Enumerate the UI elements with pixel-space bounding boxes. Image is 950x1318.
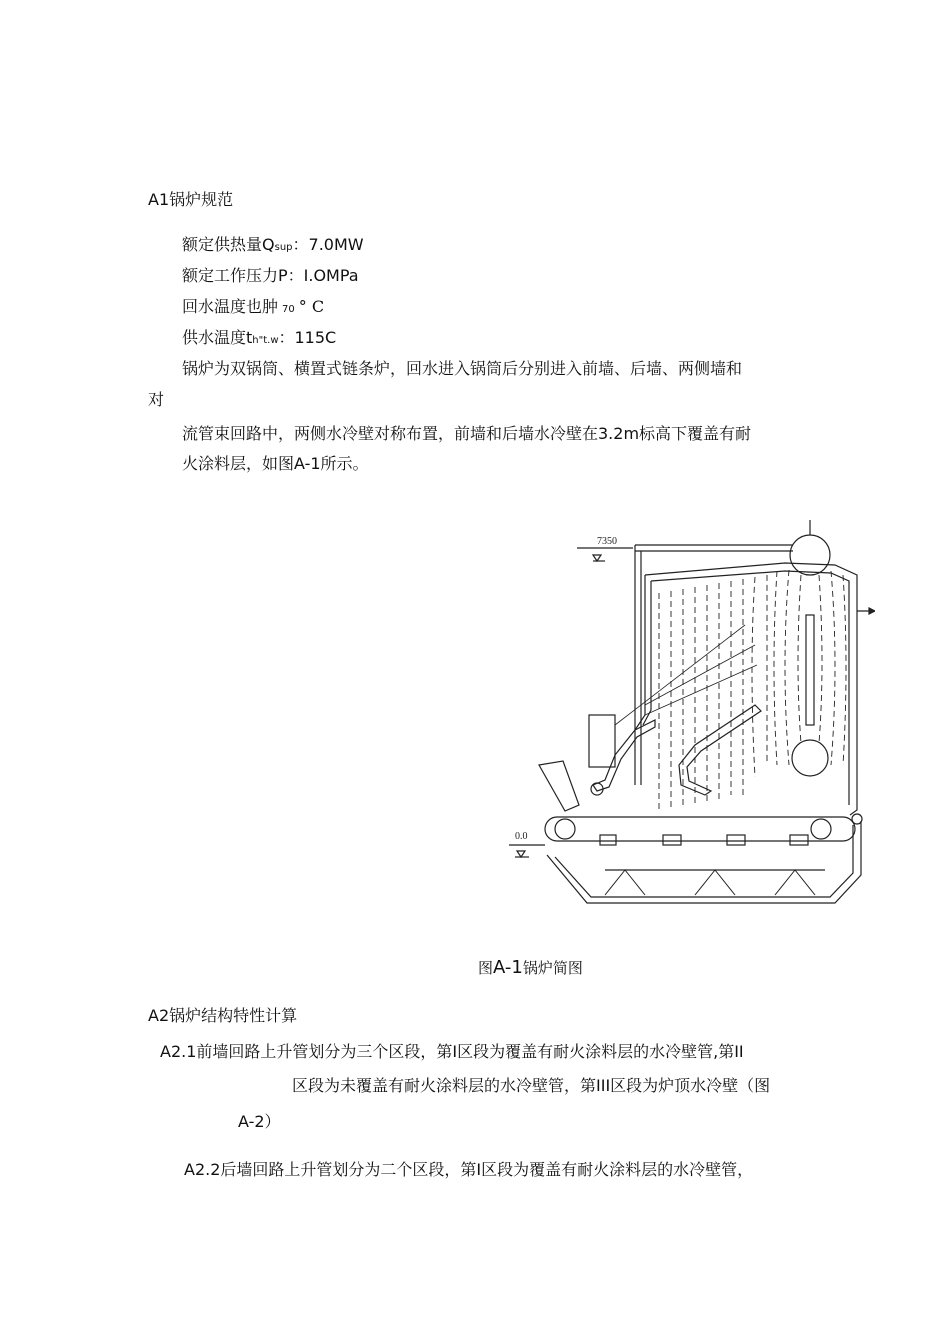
figure-caption-prefix: 图 [478, 959, 494, 977]
spec-supply-temp [182, 328, 336, 351]
lower-drum [792, 740, 828, 776]
spec-supply-temp-label: 供水温度t [182, 328, 253, 347]
section-a2-heading: A2锅炉结构特性计算 [148, 1006, 298, 1025]
spec-return-temp-small: 70 [282, 304, 295, 315]
spec-supply-temp-value: ：115C [278, 328, 337, 347]
paragraph-line-4: 火涂料层，如图A-1所示。 [182, 454, 369, 473]
spec-supply-temp-sub: h"t.w [252, 335, 279, 346]
front-arch [593, 720, 655, 791]
figure-caption [478, 958, 583, 978]
spec-rated-heat-label: 额定供热量Q [182, 235, 275, 254]
figure-caption-text: 锅炉简图 [522, 959, 583, 977]
downcomer [806, 615, 814, 725]
rear-arch [679, 705, 761, 795]
a21-line-2: 区段为未覆盖有耐火涂料层的水冷壁管，第III区段为炉顶水冷壁（图 [292, 1076, 771, 1095]
boiler-diagram [505, 515, 875, 910]
spec-working-pressure [182, 266, 359, 286]
spec-rated-heat-value: ：7.0MW [292, 235, 364, 254]
a21-line-1: A2.1前墙回路上升管划分为三个区段，第I区段为覆盖有耐火涂料层的水冷壁管,第II [160, 1042, 744, 1061]
spec-working-pressure-label: 额定工作压力P： [182, 266, 304, 285]
spec-return-temp-label: 回水温度也肿 [182, 297, 279, 316]
paragraph-line-3: 流管束回路中，两侧水冷壁对称布置，前墙和后墙水冷壁在3.2m标高下覆盖有耐 [182, 424, 752, 443]
furnace-outer-wall [645, 563, 857, 815]
a21-line-3: A-2） [238, 1112, 281, 1131]
spec-rated-heat-sub: sup [274, 242, 293, 253]
upper-drum [790, 535, 830, 575]
spec-working-pressure-value: I.OMPa [303, 266, 359, 285]
paragraph-line-2: 对 [148, 390, 165, 409]
a22-line-1: A2.2后墙回路上升管划分为二个区段，第I区段为覆盖有耐火涂料层的水冷壁管， [184, 1160, 754, 1179]
elevation-marker-top [593, 555, 601, 561]
elevation-label-top: 7350 [597, 536, 617, 547]
spec-rated-heat [182, 235, 364, 258]
spec-return-temp [182, 297, 324, 320]
spec-return-temp-value: ° C [298, 297, 325, 316]
paragraph-line-1: 锅炉为双锅筒、横置式链条炉，回水进入锅筒后分别进入前墙、后墙、两侧墙和 [182, 359, 743, 378]
ash-pit [547, 821, 861, 903]
figure-caption-id: A-1 [493, 957, 523, 978]
coal-hopper [589, 715, 615, 767]
elevation-label-bottom: 0.0 [515, 831, 528, 842]
section-a1-heading: A1锅炉规范 [148, 190, 234, 209]
